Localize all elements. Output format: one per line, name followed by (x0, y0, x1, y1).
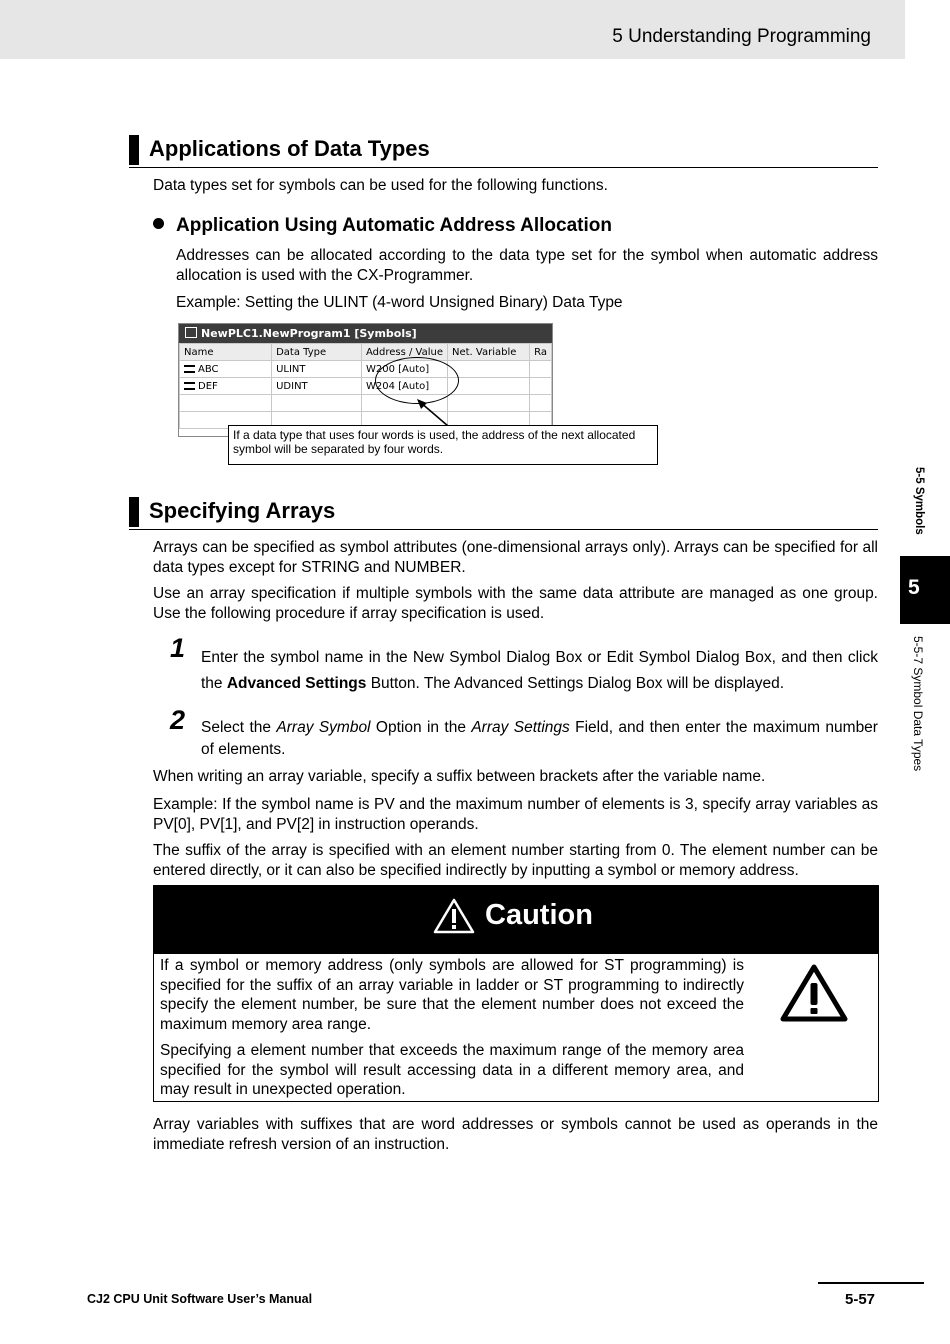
table-row (180, 395, 552, 412)
table-row (180, 378, 552, 395)
step-number: 1 (170, 633, 186, 663)
step-number: 2 (170, 705, 186, 735)
caution-title: Caution (485, 899, 593, 931)
caution-box (153, 885, 879, 1102)
arrays-paragraph: Arrays can be specified as symbol attributes (one-dimensional arrays only). Arrays can be specified for all data types except for STRING and NUMBER. (153, 539, 878, 576)
subsection-body: Addresses can be allocated according to the data type set for the symbol when automatic address allocation is used with the CX-Programmer. (176, 247, 878, 284)
table-cell (530, 361, 552, 378)
cell-name: ABC (198, 363, 219, 375)
caution-header (154, 886, 878, 954)
arrays-paragraph: The suffix of the array is specified with an element number starting from 0. The element number can be entered directly, or it can also be specified indirectly by inputting a symbol or memory address. (153, 842, 878, 879)
column-header: Data Type (272, 344, 362, 361)
section-heading-arrays (129, 495, 878, 530)
column-header: Ra (530, 344, 552, 361)
caution-paragraph: Specifying a element number that exceeds the maximum range of the memory area specified for the symbol will result accessing data in a different memory area, and may result in unexpected operation. (160, 1042, 744, 1098)
table-cell (180, 361, 272, 378)
step-text: Enter the symbol name in the New Symbol Dialog Box or Edit Symbol Dialog Box, and then click the Advanced Settings Button. The Advanced Settings Dialog Box will be displayed. (201, 649, 878, 692)
section-title: Specifying Arrays (149, 498, 336, 523)
subsection-title: Application Using Automatic Address Allocation (176, 215, 612, 236)
table-cell: W200 [Auto] (361, 361, 447, 378)
table-header-row (180, 344, 552, 361)
window-icon (185, 327, 197, 338)
symbols-table (179, 343, 552, 429)
step-text: Select the Array Symbol Option in the Array Settings Field, and then enter the maximum number of elements. (201, 719, 878, 758)
screenshot-callout: If a data type that uses four words is used, the address of the next allocated symbol will be separated by four words. (228, 425, 658, 465)
symbols-window-screenshot (178, 323, 553, 437)
side-section-label: 5-5 Symbols (913, 467, 925, 535)
section-heading-applications (129, 133, 878, 168)
column-header: Address / Value (361, 344, 447, 361)
table-cell: UDINT (272, 378, 362, 395)
table-cell (448, 378, 530, 395)
arrays-paragraph: Array variables with suffixes that are word addresses or symbols cannot be used as operands in the immediate refresh version of an instruction. (153, 1116, 878, 1153)
caution-paragraph: If a symbol or memory address (only symbols are allowed for ST programming) is specified for the suffix of an array variable in ladder or ST programming to indirectly specify the element number, be sure that the element number does not exceed the maximum memory area range. (160, 957, 744, 1033)
heading-bar (129, 135, 139, 165)
table-cell: W204 [Auto] (361, 378, 447, 395)
highlight-ellipse (375, 357, 459, 404)
chapter-tab (900, 556, 950, 624)
bullet-icon (153, 218, 164, 229)
chapter-header: 5 Understanding Programming (612, 26, 871, 47)
table-cell: ULINT (272, 361, 362, 378)
arrays-paragraph: Example: If the symbol name is PV and the maximum number of elements is 3, specify array variables as PV[0], PV[1], and PV[2] in instruction operands. (153, 796, 878, 833)
table-row (180, 361, 552, 378)
table-cell (180, 378, 272, 395)
column-header: Name (180, 344, 272, 361)
table-cell (448, 361, 530, 378)
footer-rule (818, 1282, 924, 1284)
applications-intro: Data types set for symbols can be used for the following functions. (153, 177, 608, 194)
arrays-paragraph: Use an array specification if multiple symbols with the same data attribute are managed as one group. Use the following procedure if array specification is used. (153, 585, 878, 622)
cell-name: DEF (198, 380, 218, 392)
symbol-icon (184, 365, 195, 373)
page-number: 5-57 (845, 1291, 876, 1308)
table-cell (530, 378, 552, 395)
chapter-number: 5 (908, 576, 920, 599)
example-caption: Example: Setting the ULINT (4-word Unsigned Binary) Data Type (176, 294, 623, 311)
window-title: NewPLC1.NewProgram1 [Symbols] (201, 327, 417, 340)
callout-arrow (410, 398, 460, 428)
side-subsection-label: 5-5-7 Symbol Data Types (911, 636, 925, 772)
section-title: Applications of Data Types (149, 136, 430, 161)
arrays-paragraph: When writing an array variable, specify a suffix between brackets after the variable name. (153, 768, 766, 785)
warning-icon (779, 963, 849, 1023)
warning-icon (433, 898, 475, 934)
subsection-heading (153, 215, 612, 237)
manual-title: CJ2 CPU Unit Software User’s Manual (87, 1292, 313, 1306)
symbol-icon (184, 382, 195, 390)
window-titlebar (179, 324, 552, 343)
heading-bar (129, 497, 139, 527)
column-header: Net. Variable (448, 344, 530, 361)
